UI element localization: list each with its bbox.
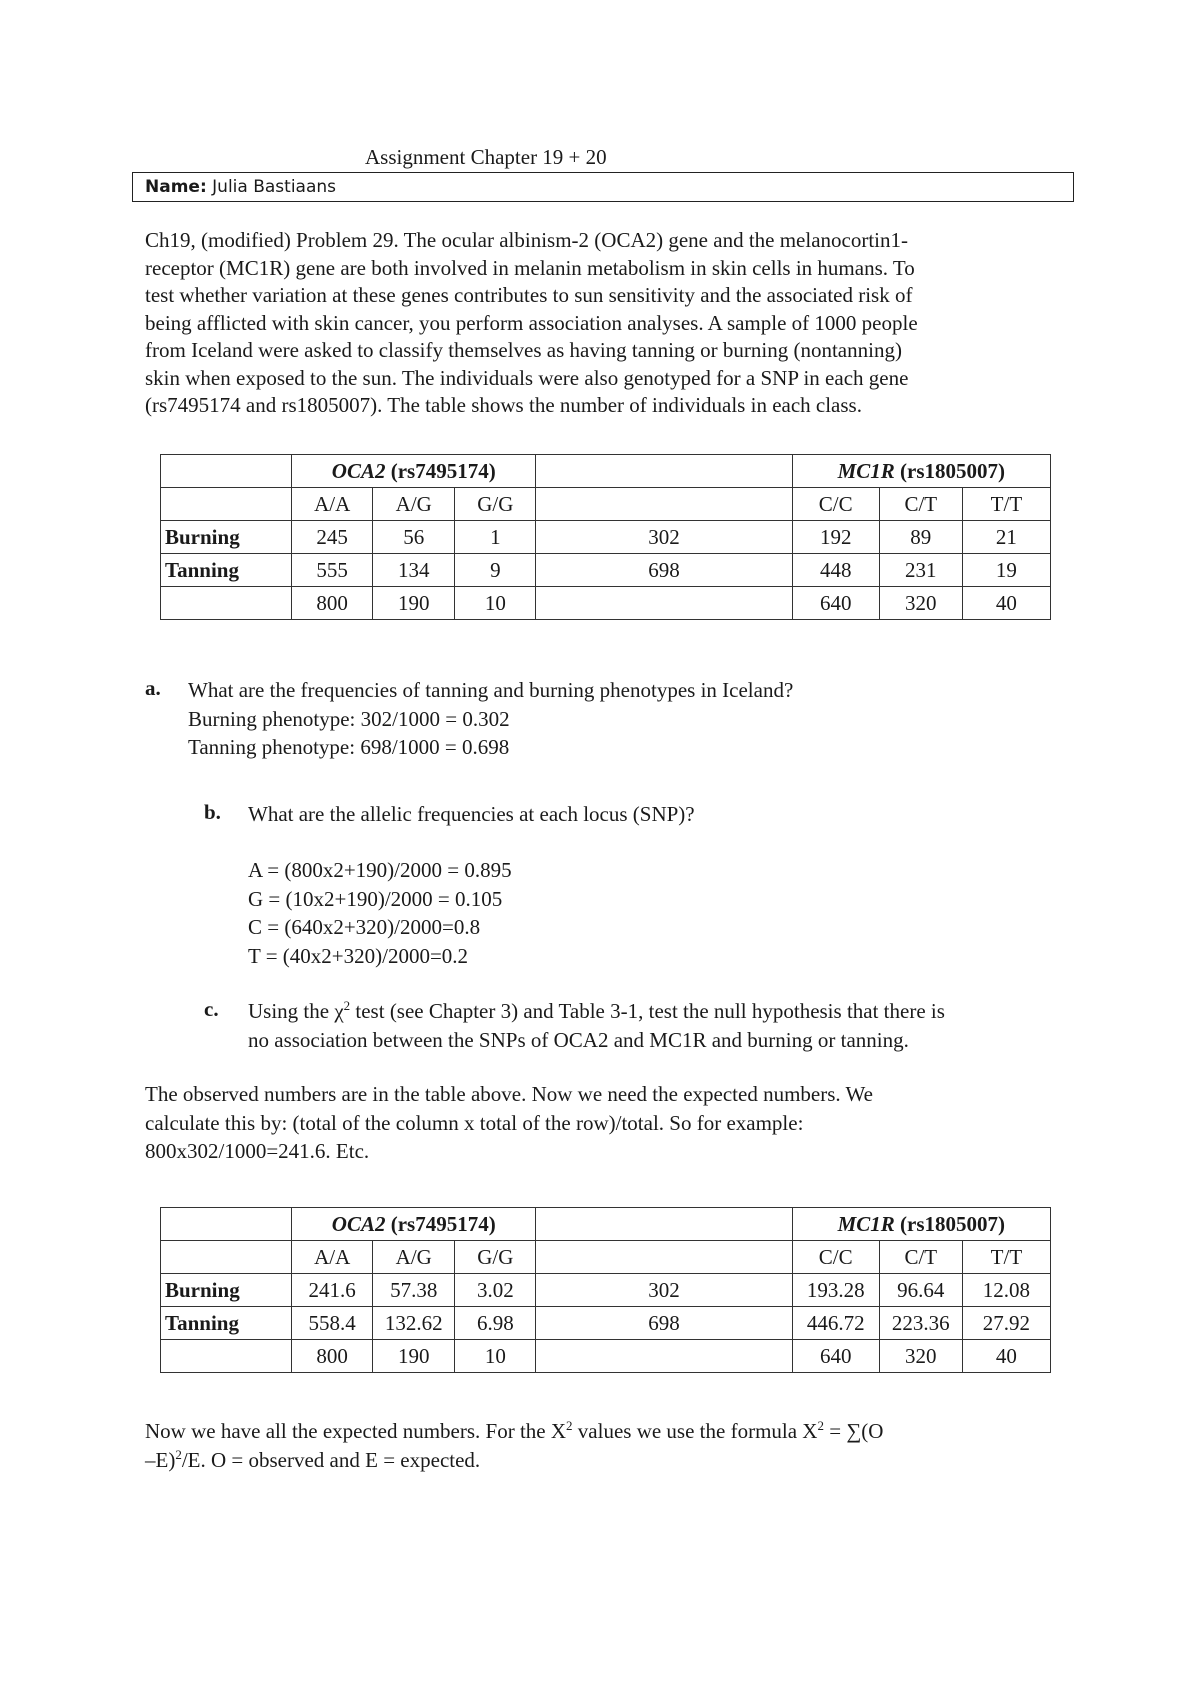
row-total: 698	[536, 1307, 792, 1340]
table-cell: 800	[292, 587, 373, 620]
gene1-header: OCA2 (rs7495174)	[292, 455, 536, 488]
expected-table	[160, 1207, 1051, 1373]
table-cell: 56	[373, 521, 455, 554]
expected-intro: The observed numbers are in the table above. Now we need the expected numbers. We calculate this by: (total of the column x total of the row)/total. So for example: 800x302/1000=241.6. Etc.	[145, 1082, 873, 1163]
name-label: Name:	[145, 177, 207, 197]
table-row	[161, 1274, 1051, 1307]
table-cell: 89	[879, 521, 962, 554]
genotype-cell: A/G	[373, 488, 455, 521]
genotype-cell: A/A	[292, 488, 373, 521]
problem-line: being afflicted with skin cancer, you perform association analyses. A sample of 1000 people	[145, 310, 918, 335]
table-cell: 448	[792, 554, 879, 587]
gene1-header: OCA2 (rs7495174)	[292, 1208, 536, 1241]
question-b-text: What are the allelic frequencies at each locus (SNP)?	[248, 802, 695, 826]
genotype-cell: T/T	[962, 1241, 1050, 1274]
row-total: 302	[536, 1274, 792, 1307]
table-cell: 640	[792, 1340, 879, 1373]
answer-burning: Burning phenotype: 302/1000 = 0.302	[188, 706, 510, 731]
table-cell: 241.6	[292, 1274, 373, 1307]
table-cell: 446.72	[792, 1307, 879, 1340]
table-cell: 40	[962, 587, 1050, 620]
question-a-text: What are the frequencies of tanning and burning phenotypes in Iceland?	[188, 678, 794, 702]
table-cell: 558.4	[292, 1307, 373, 1340]
problem-line: (rs7495174 and rs1805007). The table shows the number of individuals in each class.	[145, 393, 862, 417]
table-cell: 57.38	[373, 1274, 455, 1307]
table-cell: 320	[879, 587, 962, 620]
observed-table	[160, 454, 1051, 620]
table-row	[161, 554, 1051, 587]
table-cell: 12.08	[962, 1274, 1050, 1307]
table-cell: 320	[879, 1340, 962, 1373]
table-cell: 3.02	[455, 1274, 536, 1307]
table-cell: 10	[455, 587, 536, 620]
genotype-cell: C/T	[879, 1241, 962, 1274]
genotype-cell: T/T	[962, 488, 1050, 521]
student-name: Julia Bastiaans	[212, 177, 337, 197]
table-cell: 223.36	[879, 1307, 962, 1340]
problem-line: test whether variation at these genes contributes to sun sensitivity and the associated risk of	[145, 283, 913, 307]
table-cell: 21	[962, 521, 1050, 554]
table-cell: 27.92	[962, 1307, 1050, 1340]
problem-statement	[145, 227, 1065, 420]
genotype-row	[161, 488, 1051, 521]
totals-row	[161, 587, 1051, 620]
table-cell: 640	[792, 587, 879, 620]
question-c-label: c.	[204, 997, 219, 1021]
row-label: Tanning	[161, 1307, 292, 1340]
genotype-cell: C/C	[792, 1241, 879, 1274]
row-label: Burning	[161, 1274, 292, 1307]
genotype-cell: G/G	[455, 488, 536, 521]
table-cell: 231	[879, 554, 962, 587]
table-cell: 19	[962, 554, 1050, 587]
table-cell: 6.98	[455, 1307, 536, 1340]
name-field-box	[132, 172, 1074, 202]
table-cell: 40	[962, 1340, 1050, 1373]
chi-square-formula: Now we have all the expected numbers. For the $X^2$ values we use the formula $X^2 = \sum(O$ –E)$^2$/E. O = observed and E = expected.	[145, 1418, 884, 1472]
gene2-header: MC1R (rs1805007)	[792, 455, 1050, 488]
table-cell: 134	[373, 554, 455, 587]
allele-freq-line: C = (640x2+320)/2000=0.8	[248, 915, 481, 939]
table-cell: 193.28	[792, 1274, 879, 1307]
genotype-cell: A/A	[292, 1241, 373, 1274]
table-cell: 800	[292, 1340, 373, 1373]
allele-freq-line: T = (40x2+320)/2000=0.2	[248, 943, 469, 968]
genotype-row	[161, 1241, 1051, 1274]
problem-line: receptor (MC1R) gene are both involved in melanin metabolism in skin cells in humans. To	[145, 255, 915, 280]
table-row	[161, 521, 1051, 554]
question-c-text: Using the $\chi^2$ test (see Chapter 3) and Table 3-1, test the null hypothesis that there is no association between the SNPs of OCA2 and MC1R and burning or tanning.	[248, 998, 945, 1052]
genotype-cell: C/C	[792, 488, 879, 521]
allele-freq-line: A = (800x2+190)/2000 = 0.895	[248, 858, 512, 882]
row-label: Burning	[161, 521, 292, 554]
question-b-label: b.	[204, 800, 221, 824]
page-title: Assignment Chapter 19 + 20	[365, 145, 607, 169]
allele-frequencies	[248, 856, 512, 970]
table-cell: 10	[455, 1340, 536, 1373]
genotype-cell: C/T	[879, 488, 962, 521]
genotype-cell: A/G	[373, 1241, 455, 1274]
table-header-row	[161, 1208, 1051, 1241]
genotype-cell: G/G	[455, 1241, 536, 1274]
question-a-label: a.	[145, 676, 161, 700]
table-row	[161, 1307, 1051, 1340]
row-total: 698	[536, 554, 792, 587]
row-label: Tanning	[161, 554, 292, 587]
table-cell: 190	[373, 1340, 455, 1373]
problem-line: Ch19, (modified) Problem 29. The ocular albinism-2 (OCA2) gene and the melanocortin1-	[145, 228, 909, 252]
totals-row	[161, 1340, 1051, 1373]
table-cell: 132.62	[373, 1307, 455, 1340]
problem-line: skin when exposed to the sun. The individuals were also genotyped for a SNP in each gene	[145, 365, 909, 390]
table-cell: 190	[373, 587, 455, 620]
table-cell: 555	[292, 554, 373, 587]
question-a	[188, 676, 793, 762]
table-cell: 96.64	[879, 1274, 962, 1307]
table-header-row	[161, 455, 1051, 488]
allele-freq-line: G = (10x2+190)/2000 = 0.105	[248, 886, 503, 911]
table-cell: 245	[292, 521, 373, 554]
gene2-header: MC1R (rs1805007)	[792, 1208, 1050, 1241]
table-cell: 9	[455, 554, 536, 587]
problem-line: from Iceland were asked to classify themselves as having tanning or burning (nontanning)	[145, 338, 902, 362]
row-total: 302	[536, 521, 792, 554]
answer-tanning: Tanning phenotype: 698/1000 = 0.698	[188, 735, 510, 759]
table-cell: 192	[792, 521, 879, 554]
table-cell: 1	[455, 521, 536, 554]
